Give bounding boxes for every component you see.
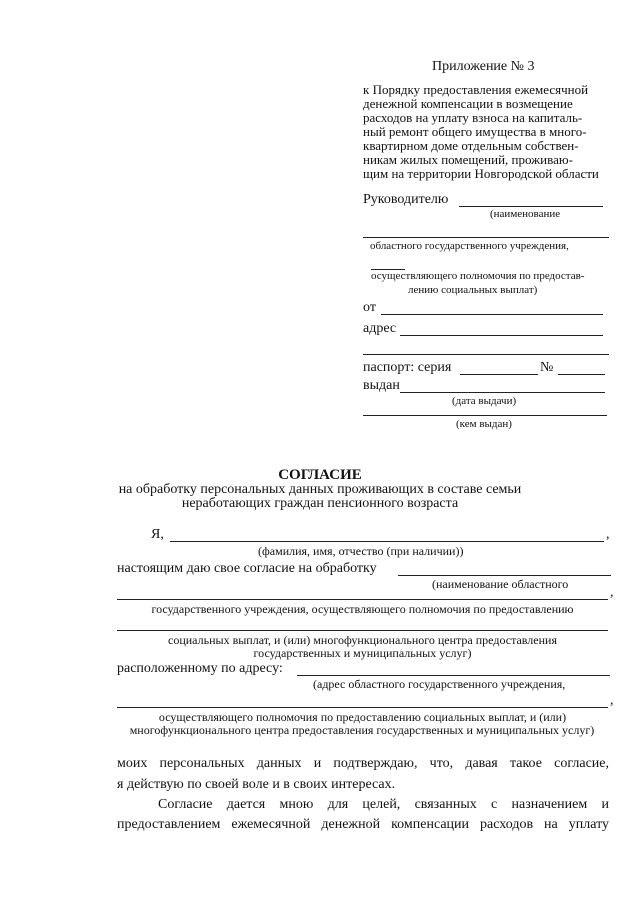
i-label: Я, xyxy=(151,527,164,542)
org-field[interactable] xyxy=(398,575,611,576)
comma: , xyxy=(610,693,614,708)
hint-fio: (фамилия, имя, отчество (при наличии)) xyxy=(258,544,464,558)
hint-addr-1: (адрес областного государственного учреждения, xyxy=(313,677,566,691)
appendix-line: никам жилых помещений, проживаю- xyxy=(363,152,573,167)
fio-field[interactable] xyxy=(170,541,604,542)
org-field-3[interactable] xyxy=(117,630,608,631)
head-name-field[interactable] xyxy=(459,206,603,207)
hint-org-1: (наименование областного xyxy=(432,577,569,591)
hint-addr-2: осуществляющего полномочия по предоставлению социальных выплат, и (или) xyxy=(158,710,567,724)
consent-subtitle-2: неработающих граждан пенсионного возраста xyxy=(181,496,459,511)
hint-issued-by: (кем выдан) xyxy=(456,418,512,430)
org-address-field-2[interactable] xyxy=(117,707,608,708)
hint-powers-1: осуществляющего полномочия по предостав- xyxy=(371,270,585,282)
hint-issue-date: (дата выдачи) xyxy=(452,395,517,407)
para2-line1: Согласие дается мною для целей, связанных с назначением и xyxy=(158,797,609,812)
comma: , xyxy=(606,527,610,542)
consent-subtitle-1: на обработку персональных данных проживающих в составе семьи xyxy=(118,482,522,497)
from-label: от xyxy=(363,300,376,315)
hint-name: (наименование xyxy=(490,208,561,220)
hint-org-4: государственных и муниципальных услуг) xyxy=(253,646,472,660)
appendix-line: к Порядку предоставления ежемесячной xyxy=(363,82,589,97)
passport-number-field[interactable] xyxy=(558,374,605,375)
address-label: адрес xyxy=(363,321,397,336)
located-label: расположенному по адресу: xyxy=(117,661,283,676)
appendix-line: денежной компенсации в возмещение xyxy=(363,96,573,111)
appendix-line: ный ремонт общего имущества в много- xyxy=(363,124,587,139)
passport-label: паспорт: серия xyxy=(363,360,452,375)
para1-line1: моих персональных данных и подтверждаю, что, давая такое согласие, xyxy=(117,756,609,771)
para1-line2: я действую по своей воле и в своих интересах. xyxy=(117,777,396,792)
institution-field[interactable] xyxy=(363,237,609,238)
appendix-line: щим на территории Новгородской области xyxy=(363,166,599,181)
passport-number-label: № xyxy=(540,360,554,375)
comma: , xyxy=(610,585,614,600)
address-field[interactable] xyxy=(400,335,603,336)
from-field[interactable] xyxy=(381,314,603,315)
to-head-label: Руководителю xyxy=(363,192,449,207)
hint-org-3: социальных выплат, и (или) многофункционального центра предоставления xyxy=(168,633,557,647)
address-field-2[interactable] xyxy=(363,354,609,355)
passport-series-field[interactable] xyxy=(460,374,538,375)
consent-label: настоящим даю свое согласие на обработку xyxy=(117,561,377,576)
appendix-title: Приложение № 3 xyxy=(432,59,535,74)
issued-label: выдан xyxy=(363,378,400,393)
hint-institution: областного государственного учреждения, xyxy=(370,240,569,252)
issued-by-field[interactable] xyxy=(363,415,607,416)
appendix-line: квартирном доме отдельным собствен- xyxy=(363,138,579,153)
consent-title: СОГЛАСИЕ xyxy=(278,467,362,483)
para2-line2: предоставлением ежемесячной денежной компенсации расходов на уплату xyxy=(117,817,609,832)
hint-org-2: государственного учреждения, осуществляющего полномочия по предоставлению xyxy=(151,602,574,616)
hint-addr-3: многофункционального центра предоставления государственных и муниципальных услуг) xyxy=(129,723,595,737)
org-field-2[interactable] xyxy=(117,599,608,600)
org-address-field[interactable] xyxy=(297,675,610,676)
hint-powers-2: лению социальных выплат) xyxy=(408,284,538,296)
appendix-line: расходов на уплату взноса на капиталь- xyxy=(363,110,583,125)
issue-date-field[interactable] xyxy=(400,392,605,393)
